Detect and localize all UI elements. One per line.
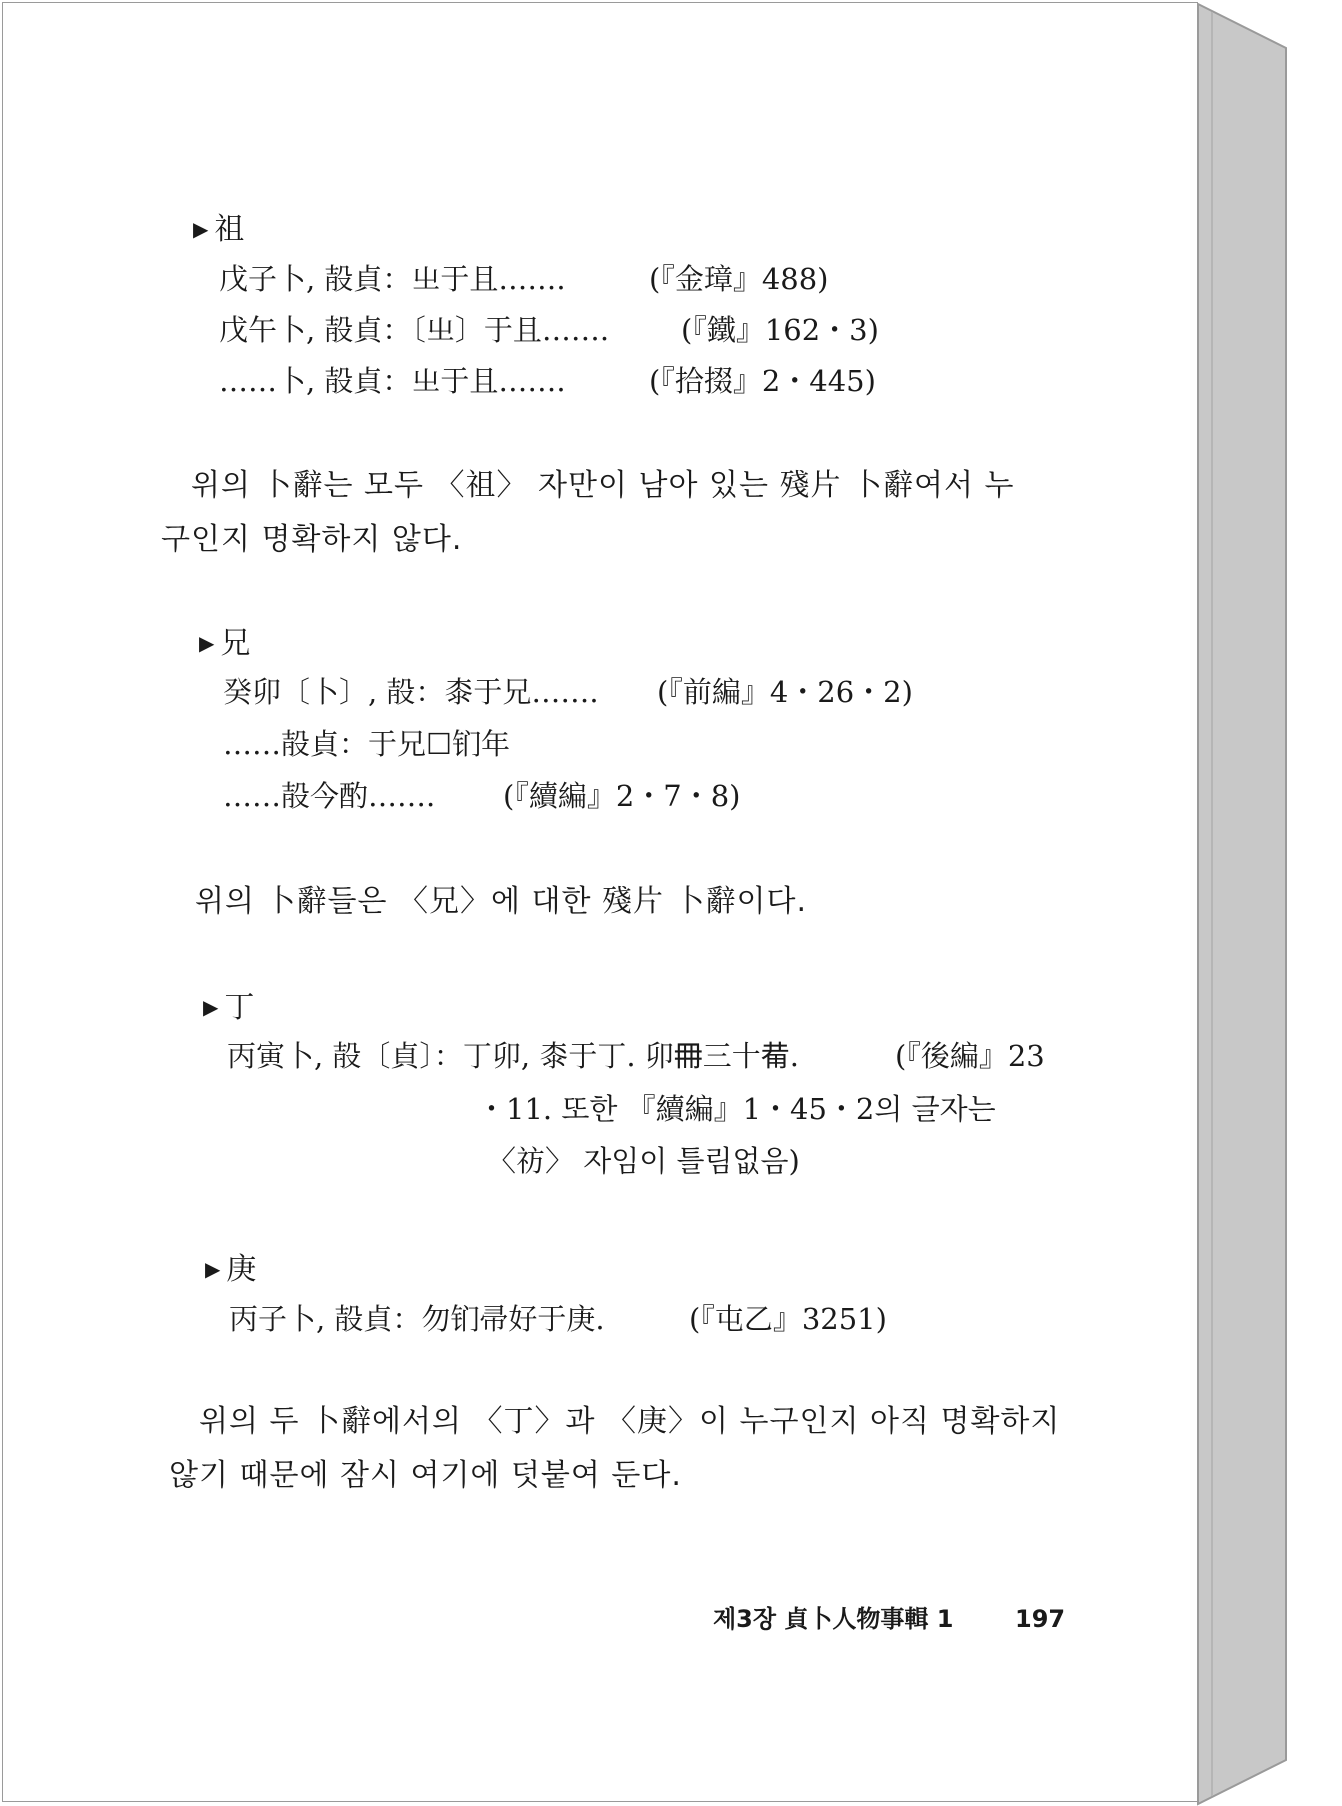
inscription-line: 戊子卜, 㱿貞：㞢于且……. [219, 262, 566, 296]
inscription-source: (『後編』23 [895, 1039, 1045, 1073]
section-head-text: 兄 [220, 626, 251, 661]
inscription-source-continued: 〈祊〉 자임이 틀림없음) [487, 1144, 800, 1178]
inscription-source: (『鐵』162・3) [681, 313, 879, 347]
section-head-geng [205, 1252, 257, 1287]
inscription-source: (『屯乙』3251) [689, 1302, 887, 1336]
running-footer-chapter: 제3장 貞卜人物事輯 1 [713, 1605, 954, 1633]
page-number: 197 [1015, 1605, 1066, 1633]
section-head-grandfather [193, 212, 245, 247]
inscription-line: ……卜, 㱿貞：㞢于且……. [219, 364, 566, 398]
inscription-source-continued: ・11. 또한 『續編』1・45・2의 글자는 [477, 1092, 996, 1126]
commentary-paragraph-line: 위의 卜辭들은 〈兄〉에 대한 殘片 卜辭이다. [195, 884, 808, 919]
inscription-line: 丙寅卜, 㱿〔貞〕：丁卯, 桼于丁. 卯𠕋三十𤰇. [227, 1039, 800, 1073]
triangle-right-icon: ▶ [199, 631, 215, 655]
page [2, 2, 1198, 1802]
triangle-right-icon: ▶ [193, 217, 209, 241]
inscription-line: 戊午卜, 㱿貞：〔㞢〕于且……. [219, 313, 610, 347]
inscription-line: ……㱿貞：于兄☐钔年 [223, 727, 510, 761]
triangle-right-icon: ▶ [203, 995, 219, 1019]
commentary-paragraph-line: 않기 때문에 잠시 여기에 덧붙여 둔다. [169, 1458, 682, 1493]
triangle-right-icon: ▶ [205, 1257, 221, 1281]
section-head-text: 庚 [226, 1252, 257, 1287]
inscription-source: (『金璋』488) [649, 262, 829, 296]
inscription-source: (『前編』4・26・2) [657, 675, 913, 709]
inscription-line: 丙子卜, 㱿貞：勿钔帚好于庚. [229, 1302, 605, 1336]
inscription-source: (『續編』2・7・8) [503, 779, 741, 813]
inscription-source: (『拾掇』2・445) [649, 364, 876, 398]
section-head-text: 丁 [224, 990, 255, 1025]
commentary-paragraph-line: 위의 卜辭는 모두 〈祖〉 자만이 남아 있는 殘片 卜辭여서 누 [191, 468, 1015, 503]
section-head-ding [203, 990, 255, 1025]
section-head-text: 祖 [214, 212, 245, 247]
section-head-elder-brother [199, 626, 251, 661]
commentary-paragraph-line: 위의 두 卜辭에서의 〈丁〉과 〈庚〉이 누구인지 아직 명확하지 [199, 1404, 1061, 1439]
inscription-line: ……㱿今酌……. [223, 779, 436, 813]
inscription-line: 癸卯〔卜〕, 㱿：桼于兄……. [223, 675, 599, 709]
commentary-paragraph-line: 구인지 명확하지 않다. [161, 522, 463, 557]
